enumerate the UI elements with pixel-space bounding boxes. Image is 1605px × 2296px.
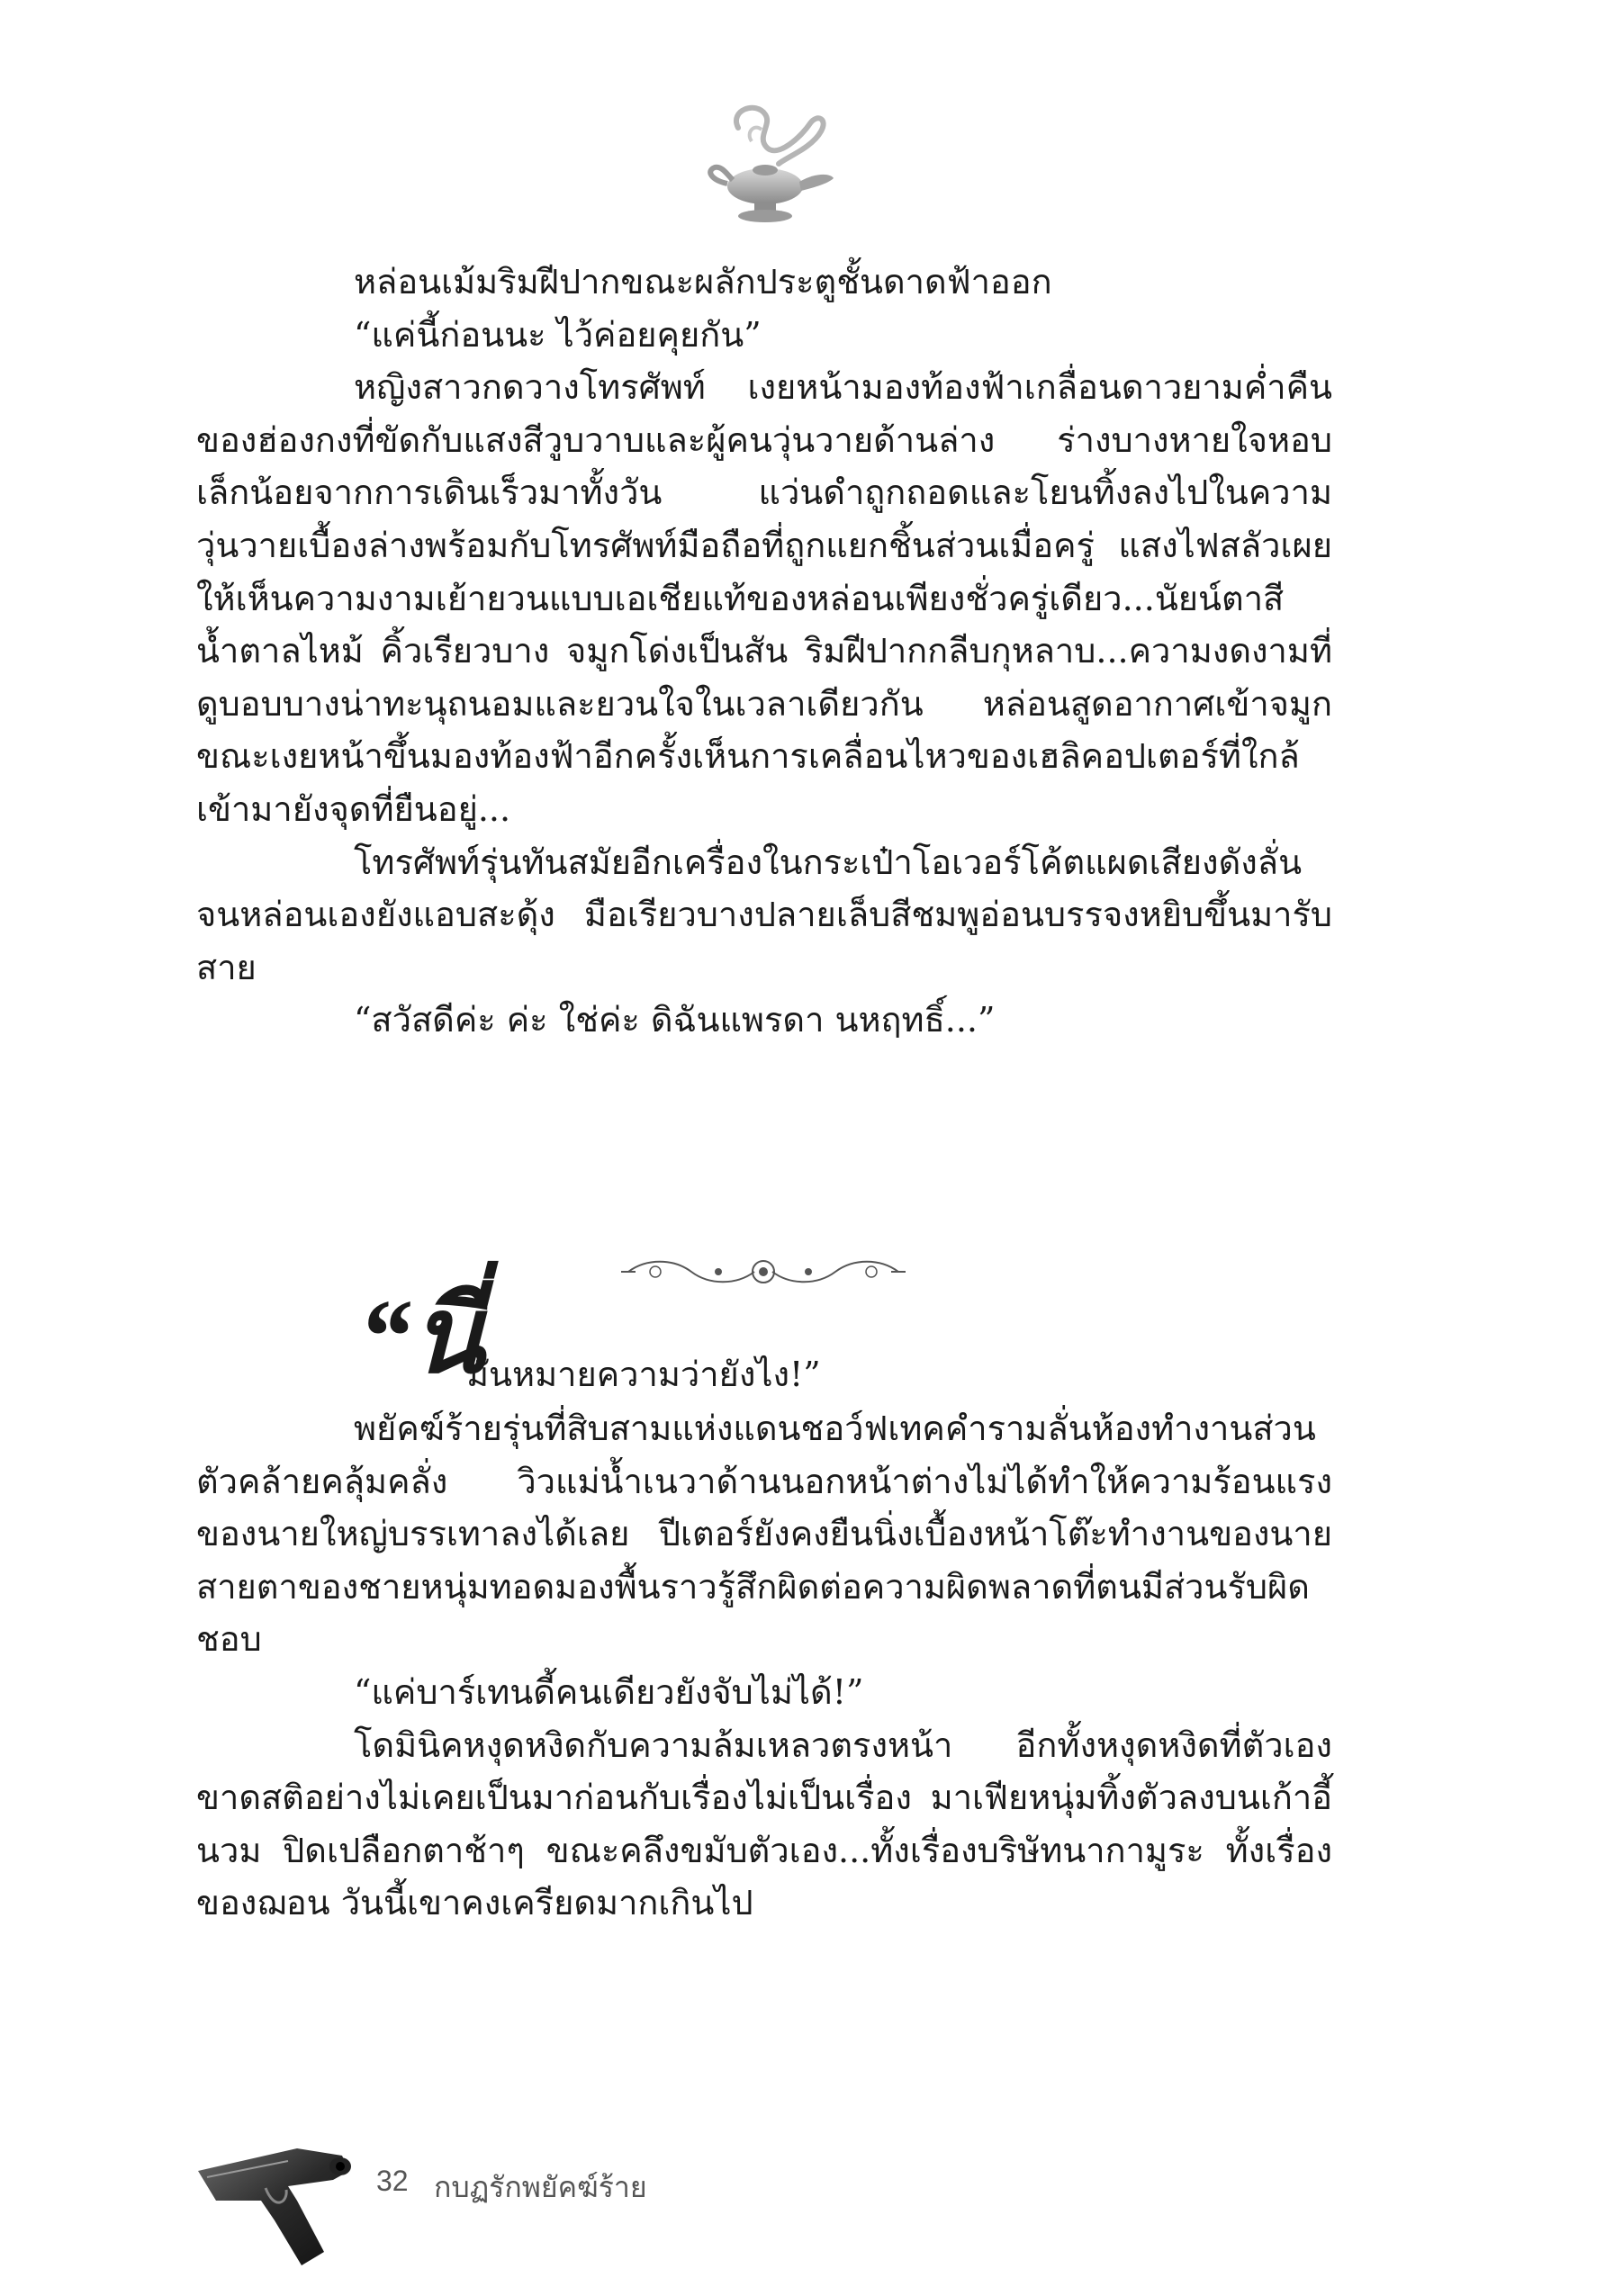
ornamental-divider-icon	[619, 1249, 907, 1294]
pistol-icon	[189, 2130, 360, 2274]
paragraph: โทรศัพท์รุ่นทันสมัยอีกเครื่องในกระเป๋าโอเวอร์โค้ตแผดเสียงดังลั่นจนหล่อนเองยังแอบสะดุ้ง มือเรียวบางปลายเล็บสีชมพูอ่อนบรรจงหยิบขึ้นมารับสาย	[196, 842, 1332, 987]
paragraph: โดมินิคหงุดหงิดกับความล้มเหลวตรงหน้า อีกทั้งหงุดหงิดที่ตัวเองขาดสติอย่างไม่เคยเป็นมาก่อนกับเรื่องไม่เป็นเรื่อง มาเฟียหนุ่มทิ้งตัวลงบนเก้าอี้นวม ปิดเปลือกตาช้าๆ ขณะคลึงขมับตัวเอง...ทั้งเรื่องบริษัทนากามูระ ทั้งเรื่องของฌอน วันนี้เขาคงเครียดมากเกินไป	[196, 1724, 1332, 1923]
page-number: 32	[376, 2165, 409, 2197]
section-two	[196, 1277, 1332, 1930]
paragraph: พยัคฆ์ร้ายรุ่นที่สิบสามแห่งแดนชอว์ฟเทคคำรามลั่นห้องทำงานส่วนตัวคล้ายคลุ้มคลั่ง วิวแม่น้ำเนวาด้านนอกหน้าต่างไม่ได้ทำให้ความร้อนแรงของนายใหญ่บรรเทาลงได้เลย ปีเตอร์ยังคงยืนนิ่งเบื้องหน้าโต๊ะทำงานของนาย สายตาของชายหนุ่มทอดมองพื้นราวรู้สึกผิดต่อความผิดพลาดที่ตนมีส่วนรับผิดชอบ	[196, 1409, 1332, 1660]
page-footer	[189, 2130, 729, 2274]
dialogue-line: “สวัสดีค่ะ ค่ะ ใช่ค่ะ ดิฉันแพรดา นหฤทธิ์...”	[354, 1000, 996, 1040]
paragraph: หล่อนเม้มริมฝีปากขณะผลักประตูชั้นดาดฟ้าออก	[354, 262, 1052, 302]
opening-dialogue: มันหมายความว่ายังไง!”	[466, 1355, 821, 1394]
dialogue-line: “แค่บาร์เทนดี้คนเดียวยังจับไม่ได้!”	[354, 1671, 864, 1712]
book-title: กบฏรักพยัคฆ์ร้าย	[434, 2171, 647, 2203]
dialogue-line: “แค่นี้ก่อนนะ ไว้ค่อยคุยกัน”	[354, 314, 762, 355]
paragraph: หญิงสาวกดวางโทรศัพท์ เงยหน้ามองท้องฟ้าเกลื่อนดาวยามค่ำคืนของฮ่องกงที่ขัดกับแสงสีวูบวาบและผู้คนวุ่นวายด้านล่าง ร่างบางหายใจหอบเล็กน้อยจากการเดินเร็วมาทั้งวัน แว่นดำถูกถอดและโยนทิ้งลงไปในความวุ่นวายเบื้องล่างพร้อมกับโทรศัพท์มือถือที่ถูกแยกชิ้นส่วนเมื่อครู่ แสงไฟสลัวเผยให้เห็นความงามเย้ายวนแบบเอเชียแท้ของหล่อนเพียงชั่วครู่เดียว...นัยน์ตาสีน้ำตาลไหม้ คิ้วเรียวบาง จมูกโด่งเป็นสัน ริมฝีปากกลีบกุหลาบ...ความงดงามที่ดูบอบบางน่าทะนุถนอมและยวนใจในเวลาเดียวกัน หล่อนสูดอากาศเข้าจมูกขณะเงยหน้าขึ้นมองท้องฟ้าอีกครั้งเห็นการเคลื่อนไหวของเฮลิคอปเตอร์ที่ใกล้เข้ามายังจุดที่ยืนอยู่...	[196, 367, 1332, 829]
section-one	[196, 256, 1332, 1047]
drop-cap: “นี่	[358, 1277, 484, 1395]
chapter-opening-line	[196, 1277, 1332, 1402]
genie-lamp-icon	[702, 101, 837, 231]
